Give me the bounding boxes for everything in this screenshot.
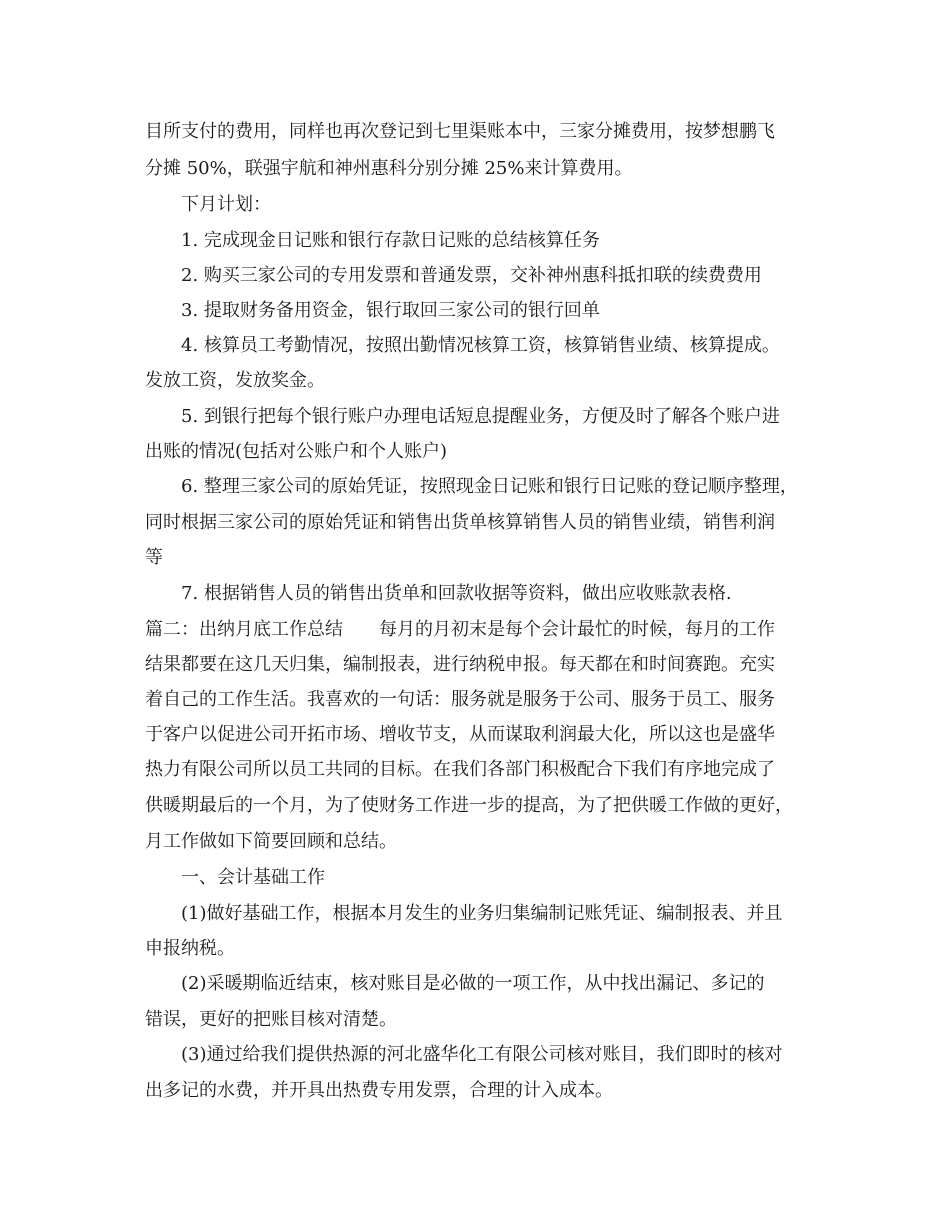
- text-line: 结果都要在这几天归集，编制报表，进行纳税申报。每天都在和时间赛跑。充实: [145, 654, 775, 675]
- list-item-3-cont: 出多记的水费，并开具出热费专用发票，合理的计入成本。: [145, 1080, 613, 1101]
- plan-item-6: 6. 整理三家公司的原始凭证，按照现金日记账和银行日记账的登记顺序整理，: [181, 476, 798, 497]
- list-item-1: (1)做好基础工作，根据本月发生的业务归集编制记账凭证、编制报表、并且: [181, 903, 783, 924]
- plan-item-6-cont: 等: [145, 547, 163, 568]
- plan-item-3: 3. 提取财务备用资金，银行取回三家公司的银行回单: [181, 300, 600, 321]
- list-item-2-cont: 错误，更好的把账目核对清楚。: [145, 1009, 397, 1030]
- plan-item-4-cont: 发放工资，发放奖金。: [145, 370, 325, 391]
- list-item-2: (2)采暖期临近结束，核对账目是必做的一项工作，从中找出漏记、多记的: [181, 973, 765, 994]
- text-line: 分摊 50%，联强宇航和神州惠科分别分摊 25%来计算费用。: [145, 158, 633, 179]
- subheading-accounting-basics: 一、会计基础工作: [181, 867, 325, 888]
- plan-item-5-cont: 出账的情况(包括对公账户和个人账户): [145, 441, 448, 462]
- plan-item-6-cont: 同时根据三家公司的原始凭证和销售出货单核算销售人员的销售业绩，销售利润: [145, 512, 775, 533]
- list-item-3: (3)通过给我们提供热源的河北盛华化工有限公司核对账目，我们即时的核对: [181, 1044, 783, 1065]
- plan-item-4: 4. 核算员工考勤情况，按照出勤情况核算工资，核算销售业绩、核算提成。: [181, 335, 780, 356]
- text-line: 月工作做如下简要回顾和总结。: [145, 831, 397, 852]
- plan-item-5: 5. 到银行把每个银行账户办理电话短息提醒业务，方便及时了解各个账户进: [181, 406, 780, 427]
- list-item-1-cont: 申报纳税。: [145, 938, 235, 959]
- plan-item-2: 2. 购买三家公司的专用发票和普通发票，交补神州惠科抵扣联的续费费用: [181, 265, 762, 286]
- section-heading-next-month-plan: 下月计划：: [181, 194, 271, 215]
- text-line: 热力有限公司所以员工共同的目标。在我们各部门积极配合下我们有序地完成了: [145, 759, 775, 780]
- plan-item-1: 1. 完成现金日记账和银行存款日记账的总结核算任务: [181, 230, 600, 251]
- section-two-heading: 篇二：出纳月底工作总结 每月的月初末是每个会计最忙的时候，每月的工作: [145, 619, 775, 640]
- text-line: 于客户以促进公司开拓市场、增收节支，从而谋取利润最大化，所以这也是盛华: [145, 724, 775, 745]
- text-line: 目所支付的费用，同样也再次登记到七里渠账本中，三家分摊费用，按梦想鹏飞: [145, 121, 775, 142]
- text-line: 供暖期最后的一个月，为了使财务工作进一步的提高，为了把供暖工作做的更好，: [145, 795, 793, 816]
- plan-item-7: 7. 根据销售人员的销售出货单和回款收据等资料，做出应收账款表格.: [181, 583, 732, 604]
- text-line: 着自己的工作生活。我喜欢的一句话：服务就是服务于公司、服务于员工、服务: [145, 689, 775, 710]
